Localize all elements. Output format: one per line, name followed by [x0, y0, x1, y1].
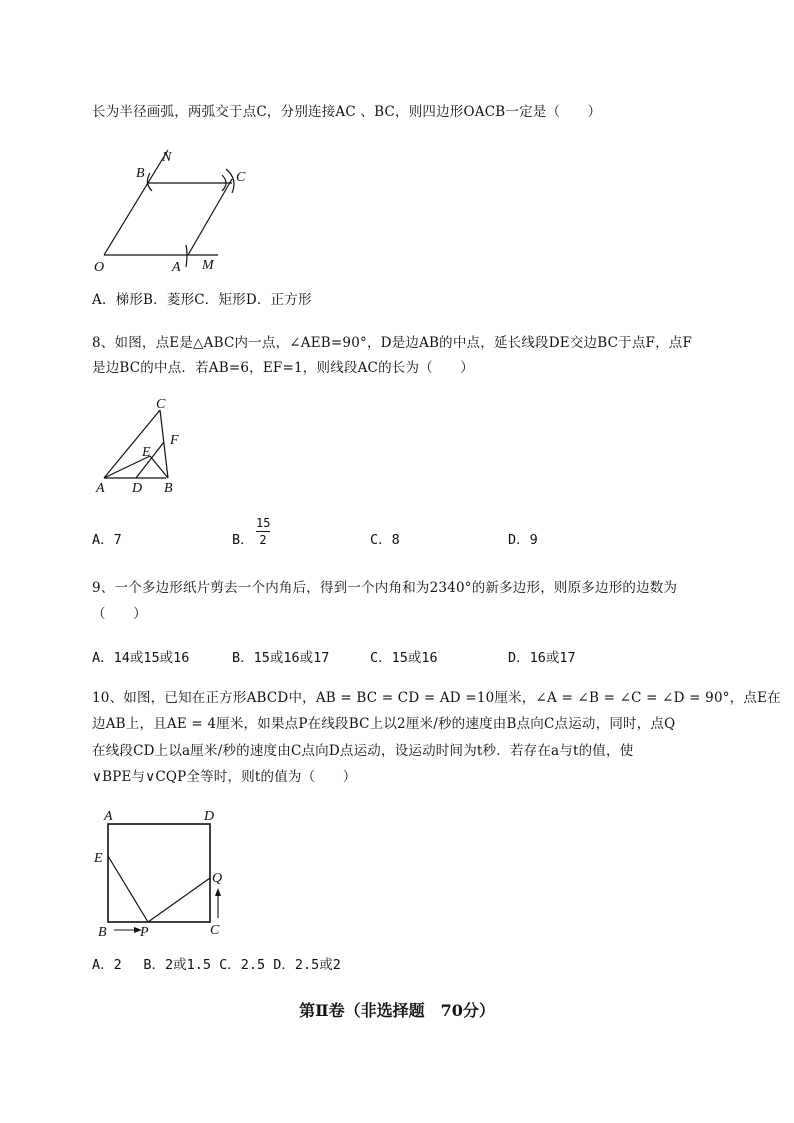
label-A: A — [96, 481, 105, 496]
label-F: F — [170, 433, 179, 448]
q8-line2: 是边BC的中点．若AB=6，EF=1，则线段AC的长为（ ） — [92, 360, 474, 376]
q10-figure-square — [90, 806, 240, 944]
fraction-numerator: 15 — [256, 516, 271, 530]
label-C: C — [210, 923, 220, 938]
label-O: O — [94, 260, 105, 275]
label-A: A — [104, 809, 113, 824]
label-D: D — [132, 481, 143, 496]
q8-line1: 8、如图，点E是△ABC内一点，∠AEB=90°，D是边AB的中点，延长线段DE交边BC于点F，点F — [92, 335, 693, 351]
label-M: M — [202, 258, 214, 273]
q9-line1: 9、一个多边形纸片剪去一个内角后，得到一个内角和为2340°的新多边形，则原多边形的边数为 — [92, 580, 678, 596]
q7-figure-rhombus — [90, 145, 250, 275]
label-C: C — [156, 397, 166, 412]
label-C: C — [236, 170, 246, 185]
fraction-denominator: 2 — [259, 533, 267, 547]
q9-option-c: C．15或16 — [370, 650, 438, 666]
q8-option-b-prefix: B． — [232, 532, 254, 548]
label-B: B — [136, 166, 145, 181]
label-B: B — [164, 481, 173, 496]
q9-option-a: A．14或15或16 — [92, 650, 190, 666]
label-A: A — [172, 260, 181, 275]
q8-option-c: C．8 — [370, 532, 400, 548]
label-D: D — [204, 809, 215, 824]
q8-option-b-fraction — [256, 516, 270, 547]
label-Q: Q — [212, 871, 223, 886]
q9-line2: （ ） — [92, 606, 147, 622]
q10-line4: ∨BPE与∨CQP全等时，则t的值为（ ） — [92, 769, 357, 785]
q10-line3: 在线段CD上以a厘米/秒的速度由C点向D点运动，设运动时间为t秒．若存在a与t的值，使 — [92, 743, 634, 759]
q10-options: A．2 B．2或1.5 C．2.5 D．2.5或2 — [92, 957, 341, 973]
q8-option-d: D．9 — [508, 532, 538, 548]
label-B: B — [98, 925, 107, 940]
label-N: N — [162, 150, 172, 165]
q9-option-b: B．15或16或17 — [232, 650, 330, 666]
q8-figure-triangle — [90, 396, 190, 496]
q7-stem-tail: 长为半径画弧，两弧交于点C，分别连接AC 、BC，则四边形OACB一定是（ ） — [92, 104, 602, 120]
label-E: E — [94, 851, 103, 866]
q8-option-a: A．7 — [92, 532, 122, 548]
q10-line1: 10、如图，已知在正方形ABCD中，AB = BC = CD = AD =10厘米，∠A = ∠B = ∠C = ∠D = 90°，点E在 — [92, 690, 781, 706]
section-title: 第Ⅱ卷（非选择题 70分） — [299, 1001, 495, 1020]
label-E: E — [142, 445, 151, 460]
q7-options: A．梯形B．菱形C．矩形D．正方形 — [92, 292, 312, 308]
label-P: P — [140, 925, 149, 940]
q10-line2: 边AB上，且AE = 4厘米，如果点P在线段BC上以2厘米/秒的速度由B点向C点运动，同时，点Q — [92, 716, 676, 732]
q9-option-d: D．16或17 — [508, 650, 576, 666]
